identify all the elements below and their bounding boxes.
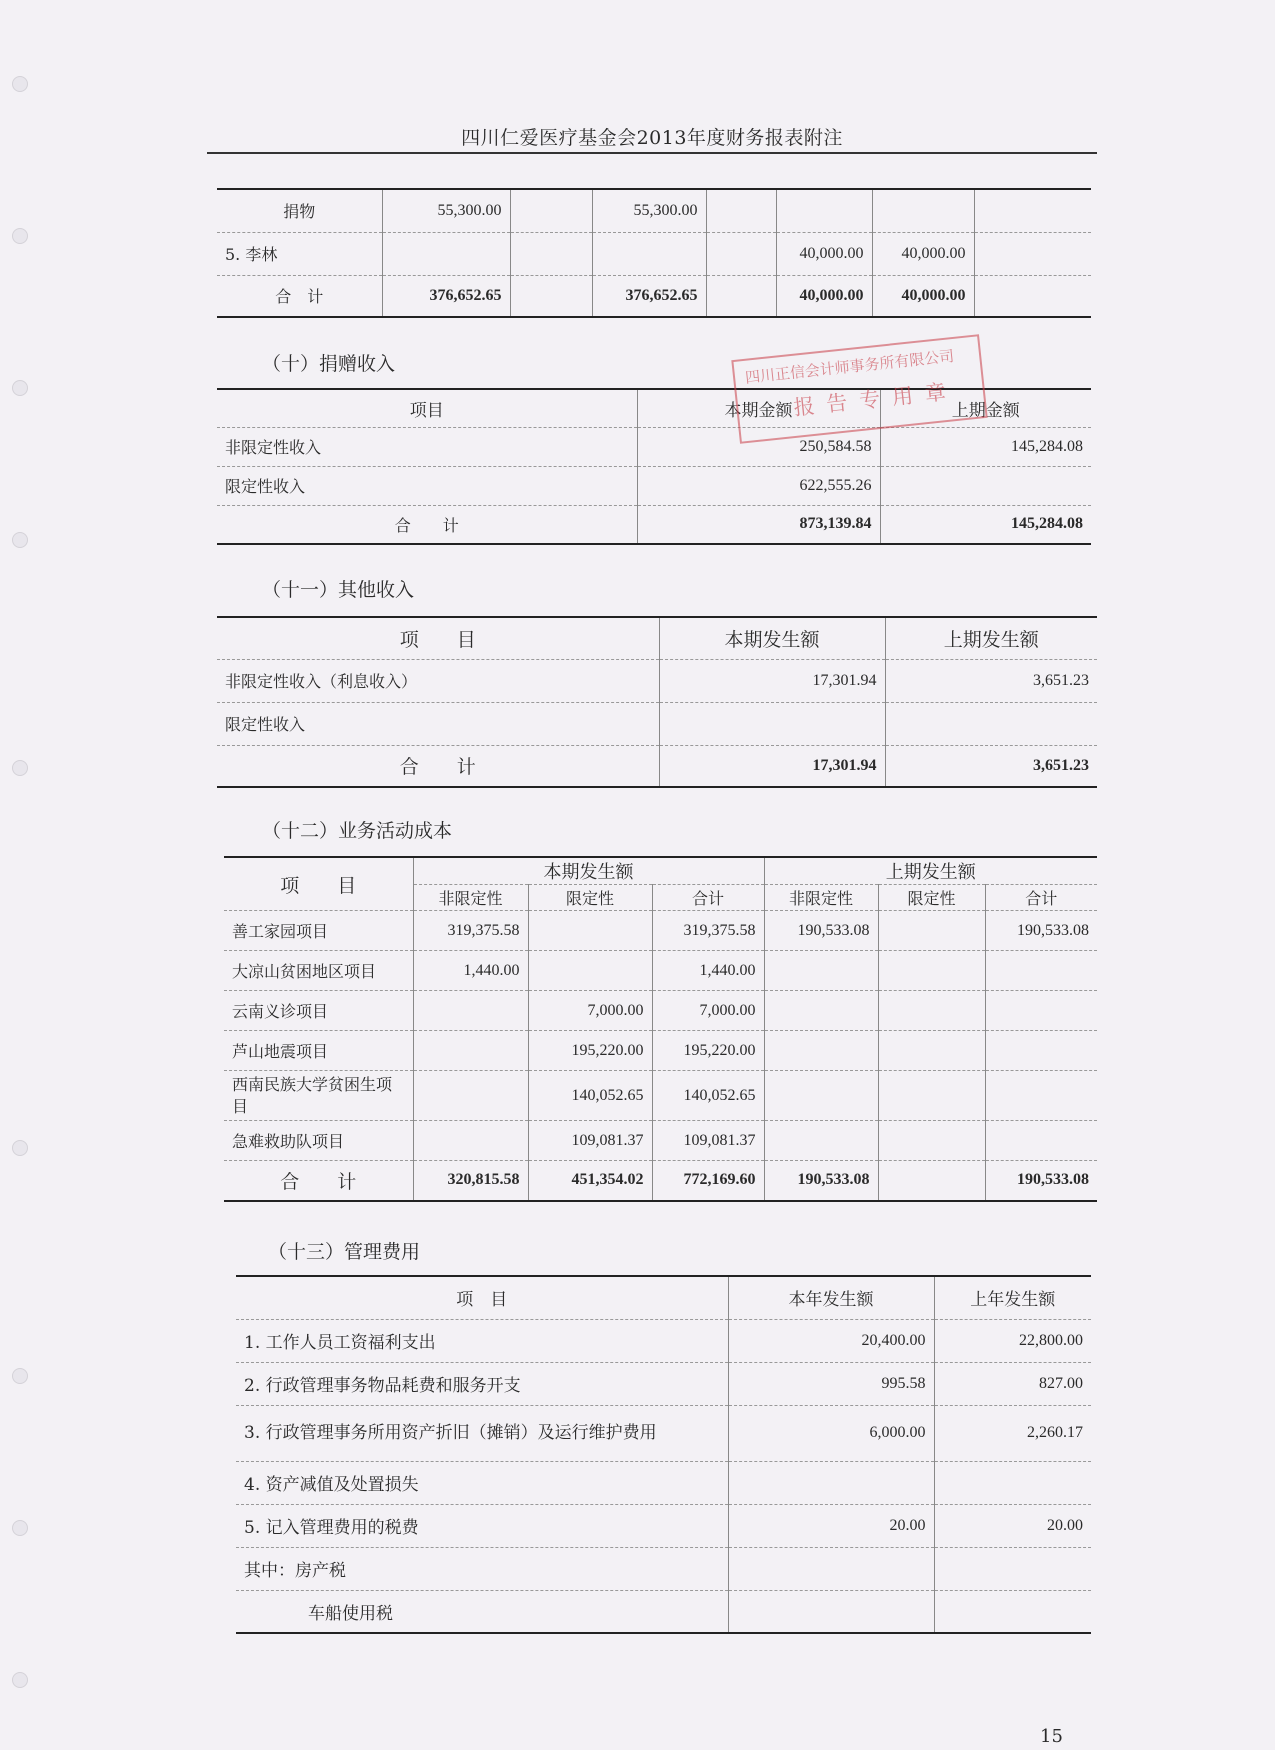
table-row bbox=[224, 951, 1097, 991]
cell bbox=[985, 991, 1097, 1031]
cell: 109,081.37 bbox=[528, 1121, 652, 1161]
cell: 190,533.08 bbox=[764, 1161, 878, 1201]
column-header: 合计 bbox=[985, 885, 1097, 911]
cell: 55,300.00 bbox=[382, 189, 510, 232]
page-header: 四川仁爱医疗基金会2013年度财务报表附注 bbox=[461, 127, 843, 149]
cell: 190,533.08 bbox=[985, 911, 1097, 951]
binder-hole bbox=[12, 228, 28, 244]
total-row bbox=[217, 505, 1091, 544]
binder-hole bbox=[12, 760, 28, 776]
column-header: 本期金额 bbox=[637, 389, 880, 427]
cell bbox=[413, 1121, 528, 1161]
cell: 451,354.02 bbox=[528, 1161, 652, 1201]
cell bbox=[878, 991, 985, 1031]
cell bbox=[776, 189, 872, 232]
column-header: 限定性 bbox=[528, 885, 652, 911]
cell: 195,220.00 bbox=[652, 1031, 764, 1071]
cell bbox=[878, 911, 985, 951]
cell bbox=[934, 1547, 1091, 1590]
cell bbox=[510, 232, 592, 275]
total-row bbox=[224, 1161, 1097, 1201]
cell: 40,000.00 bbox=[872, 275, 974, 317]
cell bbox=[764, 991, 878, 1031]
column-header: 限定性 bbox=[878, 885, 985, 911]
row-label: 5. 记入管理费用的税费 bbox=[236, 1504, 728, 1547]
row-label: 捐物 bbox=[217, 189, 382, 232]
table-row bbox=[236, 1504, 1091, 1547]
cell bbox=[382, 232, 510, 275]
section-title-activity-cost: （十二）业务活动成本 bbox=[262, 820, 453, 842]
row-label: 合 计 bbox=[275, 287, 324, 307]
cell: 190,533.08 bbox=[764, 911, 878, 951]
binder-hole bbox=[12, 532, 28, 548]
table-row bbox=[236, 1590, 1091, 1633]
table-row bbox=[236, 1547, 1091, 1590]
cell bbox=[706, 189, 776, 232]
table-header-row bbox=[217, 389, 1091, 427]
row-label: 合 计 bbox=[399, 756, 476, 779]
table-row bbox=[236, 1319, 1091, 1362]
cell bbox=[413, 991, 528, 1031]
cell bbox=[706, 232, 776, 275]
cell bbox=[934, 1590, 1091, 1633]
binder-hole bbox=[12, 1140, 28, 1156]
row-label: 车船使用税 bbox=[308, 1603, 393, 1624]
row-label: 2. 行政管理事务物品耗费和服务开支 bbox=[236, 1362, 728, 1405]
cell: 1,440.00 bbox=[413, 951, 528, 991]
cell: 319,375.58 bbox=[413, 911, 528, 951]
column-header: 本期发生额 bbox=[659, 617, 885, 659]
cell bbox=[592, 232, 706, 275]
table-row bbox=[224, 911, 1097, 951]
cell: 3,651.23 bbox=[885, 659, 1097, 702]
row-label: 善工家园项目 bbox=[224, 911, 413, 951]
row-label: 其中：房产税 bbox=[236, 1547, 728, 1590]
cell: 109,081.37 bbox=[652, 1121, 764, 1161]
cell: 140,052.65 bbox=[528, 1071, 652, 1121]
table-row bbox=[217, 659, 1097, 702]
row-label: 非限定性收入 bbox=[217, 427, 637, 466]
cell bbox=[878, 1121, 985, 1161]
cell bbox=[764, 1071, 878, 1121]
cell bbox=[764, 1121, 878, 1161]
table-row bbox=[224, 1121, 1097, 1161]
cell bbox=[872, 189, 974, 232]
column-header: 本年发生额 bbox=[728, 1276, 934, 1319]
activity-cost-table bbox=[224, 856, 1097, 1202]
cell: 622,555.26 bbox=[637, 466, 880, 505]
cell: 20.00 bbox=[728, 1504, 934, 1547]
cell: 140,052.65 bbox=[652, 1071, 764, 1121]
row-label: 非限定性收入（利息收入） bbox=[217, 659, 659, 702]
row-label: 限定性收入 bbox=[217, 702, 659, 745]
cell bbox=[728, 1461, 934, 1504]
cell: 17,301.94 bbox=[659, 745, 885, 787]
table-row bbox=[217, 232, 1091, 275]
binder-hole bbox=[12, 380, 28, 396]
table-row bbox=[224, 991, 1097, 1031]
cell: 7,000.00 bbox=[528, 991, 652, 1031]
table-row bbox=[217, 702, 1097, 745]
cell: 1,440.00 bbox=[652, 951, 764, 991]
cell bbox=[764, 951, 878, 991]
cell: 195,220.00 bbox=[528, 1031, 652, 1071]
binder-hole bbox=[12, 76, 28, 92]
row-label: 芦山地震项目 bbox=[224, 1031, 413, 1071]
row-label: 急难救助队项目 bbox=[224, 1121, 413, 1161]
cell: 250,584.58 bbox=[637, 427, 880, 466]
total-row bbox=[217, 745, 1097, 787]
cell bbox=[510, 275, 592, 317]
cell bbox=[878, 951, 985, 991]
row-label: 合 计 bbox=[394, 515, 459, 535]
cell: 20.00 bbox=[934, 1504, 1091, 1547]
seal-line-1: 四川正信会计师事务所有限公司 bbox=[744, 346, 956, 387]
cell: 145,284.08 bbox=[880, 427, 1091, 466]
table-row bbox=[236, 1362, 1091, 1405]
table-row bbox=[217, 189, 1091, 232]
row-label: 西南民族大学贫困生项目 bbox=[224, 1071, 413, 1121]
column-group-header: 上期发生额 bbox=[764, 857, 1097, 885]
table-header-row bbox=[236, 1276, 1091, 1319]
table-row bbox=[224, 1071, 1097, 1121]
cell: 995.58 bbox=[728, 1362, 934, 1405]
cell bbox=[706, 275, 776, 317]
page-number: 15 bbox=[1040, 1726, 1063, 1747]
table-row bbox=[224, 1031, 1097, 1071]
cell: 320,815.58 bbox=[413, 1161, 528, 1201]
section-title-admin-expenses: （十三）管理费用 bbox=[268, 1241, 421, 1263]
cell bbox=[659, 702, 885, 745]
cell: 40,000.00 bbox=[872, 232, 974, 275]
section-title-donation-income: （十）捐赠收入 bbox=[262, 353, 396, 375]
column-header: 项 目 bbox=[217, 617, 659, 659]
cell bbox=[985, 1121, 1097, 1161]
cell bbox=[934, 1461, 1091, 1504]
cell: 319,375.58 bbox=[652, 911, 764, 951]
column-header: 上年发生额 bbox=[934, 1276, 1091, 1319]
binder-hole bbox=[12, 1672, 28, 1688]
total-row bbox=[217, 275, 1091, 317]
admin-expenses-table bbox=[236, 1275, 1091, 1634]
cell bbox=[413, 1031, 528, 1071]
cell: 7,000.00 bbox=[652, 991, 764, 1031]
cell bbox=[985, 1031, 1097, 1071]
row-label: 大凉山贫困地区项目 bbox=[224, 951, 413, 991]
cell: 376,652.65 bbox=[592, 275, 706, 317]
cell bbox=[878, 1161, 985, 1201]
table-row bbox=[236, 1461, 1091, 1504]
cell: 873,139.84 bbox=[637, 505, 880, 544]
section-title-other-income: （十一）其他收入 bbox=[262, 579, 415, 601]
cell: 145,284.08 bbox=[880, 505, 1091, 544]
row-label: 合 计 bbox=[280, 1170, 357, 1193]
row-label: 3. 行政管理事务所用资产折旧（摊销）及运行维护费用 bbox=[236, 1405, 728, 1461]
row-label: 4. 资产减值及处置损失 bbox=[236, 1461, 728, 1504]
column-header: 项 目 bbox=[224, 857, 413, 911]
binder-hole bbox=[12, 1368, 28, 1384]
donation-detail-table bbox=[217, 188, 1091, 318]
column-header: 上期金额 bbox=[880, 389, 1091, 427]
cell: 190,533.08 bbox=[985, 1161, 1097, 1201]
column-group-header: 本期发生额 bbox=[413, 857, 764, 885]
cell: 827.00 bbox=[934, 1362, 1091, 1405]
header-rule bbox=[207, 152, 1097, 154]
cell bbox=[528, 911, 652, 951]
other-income-table bbox=[217, 616, 1097, 788]
cell bbox=[985, 951, 1097, 991]
seal-line-2: 报告专用章 bbox=[792, 378, 959, 420]
column-header: 合计 bbox=[652, 885, 764, 911]
cell bbox=[413, 1071, 528, 1121]
cell: 40,000.00 bbox=[776, 275, 872, 317]
cell: 2,260.17 bbox=[934, 1405, 1091, 1461]
cell bbox=[878, 1031, 985, 1071]
cell: 772,169.60 bbox=[652, 1161, 764, 1201]
row-label: 5. 李林 bbox=[217, 232, 382, 275]
cell bbox=[974, 232, 1091, 275]
row-label: 1. 工作人员工资福利支出 bbox=[236, 1319, 728, 1362]
cell: 55,300.00 bbox=[592, 189, 706, 232]
cell: 17,301.94 bbox=[659, 659, 885, 702]
cell bbox=[878, 1071, 985, 1121]
cell bbox=[985, 1071, 1097, 1121]
column-header: 项目 bbox=[217, 389, 637, 427]
cell bbox=[764, 1031, 878, 1071]
cell bbox=[728, 1590, 934, 1633]
cell: 376,652.65 bbox=[382, 275, 510, 317]
table-row bbox=[217, 466, 1091, 505]
donation-income-table bbox=[217, 388, 1091, 545]
cell: 3,651.23 bbox=[885, 745, 1097, 787]
cell bbox=[974, 275, 1091, 317]
cell bbox=[885, 702, 1097, 745]
cell bbox=[728, 1547, 934, 1590]
cell bbox=[880, 466, 1091, 505]
column-header: 项 目 bbox=[236, 1276, 728, 1319]
cell: 40,000.00 bbox=[776, 232, 872, 275]
column-header: 非限定性 bbox=[764, 885, 878, 911]
cell bbox=[510, 189, 592, 232]
table-row bbox=[217, 427, 1091, 466]
column-header: 上期发生额 bbox=[885, 617, 1097, 659]
table-row bbox=[236, 1405, 1091, 1461]
row-label: 云南义诊项目 bbox=[224, 991, 413, 1031]
table-header-row bbox=[217, 617, 1097, 659]
cell: 22,800.00 bbox=[934, 1319, 1091, 1362]
column-header: 非限定性 bbox=[413, 885, 528, 911]
binder-hole bbox=[12, 1520, 28, 1536]
cell: 20,400.00 bbox=[728, 1319, 934, 1362]
table-header-row bbox=[224, 857, 1097, 885]
cell: 6,000.00 bbox=[728, 1405, 934, 1461]
row-label: 限定性收入 bbox=[217, 466, 637, 505]
cell bbox=[528, 951, 652, 991]
cell bbox=[974, 189, 1091, 232]
